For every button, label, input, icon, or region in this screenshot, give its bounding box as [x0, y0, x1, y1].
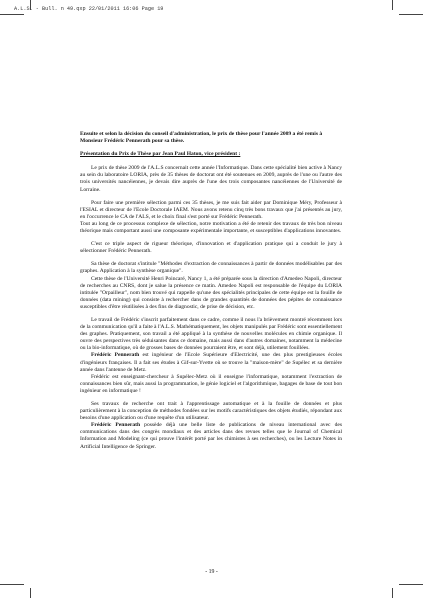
crop-mark	[0, 14, 24, 15]
body-paragraph: Frédéric Pennerath possède déjà une belle liste de publications de niveau international avec des communications dans des congrès mondiaux et des articles dans des revues telles que le Journal of Chemical Information and Modeling (ce qui prouve l'intérêt porté par les chimistes à ses recherches), ou les Lecture Notes in Artificial Intelligence de Springer.	[80, 422, 342, 450]
crop-mark	[0, 584, 24, 585]
crop-mark	[392, 0, 393, 10]
print-slug: A.L.S. - Bull. n 49.qxp 22/01/2011 16:06 Page 19	[14, 6, 164, 12]
body-paragraph: Frédéric est enseignant-chercheur à Supélec-Metz où il enseigne l'informatique, notamment l'extraction de connaissances bien sûr, mais aussi la programmation, le génie logiciel et l'algorithmique, bagages de base de tout bon ingénieur en informatique !	[80, 373, 342, 394]
person-name: Frédéric Pennerath	[91, 422, 141, 429]
crop-mark	[399, 584, 423, 585]
crop-mark	[30, 0, 31, 10]
person-name: Frédéric Pennerath	[91, 352, 140, 359]
crop-mark	[399, 14, 423, 15]
body-paragraph: Tout au long de ce processus complexe de sélection, notre motivation a été de retenir des travaux de très bon niveau théorique mais comportant aussi une composante expérimentale importante, et susceptibles d'applications innovantes.	[80, 220, 342, 235]
body-paragraph: Sa thèse de doctorat s'intitule "Méthodes d'extraction de connaissances à partir de données modélisables par des graphes. Application à la synthèse organique".	[80, 261, 342, 275]
page-body	[80, 131, 342, 451]
page-number: - 19 -	[205, 569, 218, 575]
body-paragraph: Frédéric Pennerath est ingénieur de l'Ecole Supérieure d'Electricité, une des plus prestigieuses écoles d'ingénieurs françaises. Il a fait ses études à Gif-sur-Yvette où se trouve la "maison-mère" de Supélec et sa dernière année dans l'antenne de Metz.	[80, 352, 342, 373]
lead-paragraph: Ensuite et selon la décision du conseil d'administration, le prix de thèse pour l'année 2009 a été remis à Monsieur Frédéric Pennerath pour sa thèse.	[80, 131, 323, 145]
body-paragraph: Cette thèse de l'Université Henri Poincaré, Nancy 1, a été préparée sous la direction d'Amedeo Napoli, directeur de recherches au CNRS, dont je salue la présence ce matin. Amedeo Napoli est responsable de l'équipe du LORIA intitulée "Orpailleur", nom bien trouvé qui rappelle qu'une des spécialités principales de cette équipe est la fouille de données (data mining) qui consiste à rechercher dans de grandes quantités de données des pépites de connaissance susceptibles d'être réutilisées à des fins de diagnostic, de prise de décision, etc.	[80, 275, 342, 310]
crop-mark	[30, 588, 31, 598]
body-paragraph: Le prix de thèse 2009 de l'A.L.S concernait cette année l'Informatique. Dans cette spécialité bien active à Nancy au sein du laboratoire LORIA, près de 35 thèses de doctorat ont été soutenues en 2009, auprès de l'une ou l'autre des trois universités nancéiennes, je devais dire auprès de l'une des trois composantes nancéiennes de l'Université de Lorraine.	[80, 165, 342, 193]
body-paragraph: C'est ce triple aspect de rigueur théorique, d'innovation et d'application pratique qui a conduit le jury à sélectionner Frédéric Pennerath.	[80, 241, 342, 255]
presentation-heading: Présentation du Prix de Thèse par Jean Paul Haton, vice président :	[80, 151, 241, 158]
body-paragraph: Pour faire une première sélection parmi ces 35 thèses, je me suis fait aider par Dominique Méry, Professeur à l'ESIAL et directeur de l'Ecole Doctorale IAEM. Nous avons retenu cinq très bons travaux que j'ai présentés au jury, en l'occurrence le CA de l'ALS, et le choix final s'est porté sur Frédéric Pennerath.	[80, 199, 342, 220]
body-paragraph: Le travail de Frédéric s'inscrit parfaitement dans ce cadre, comme il nous l'a brièvement montré récemment lors de la communication qu'il a faite à l'A.L.S. Mathématiquement, les objets manipulés par Frédéric sont essentiellement des graphes. Pratiquement, son travail a été appliqué à la synthèse de nouvelles molécules en chimie organique. Il ouvre des perspectives très séduisantes dans ce domaine, mais aussi dans d'autres domaines, notamment la médecine ou la bio-informatique, où de grosses bases de données pourraient être, et sont déjà, utilement fouillées.	[80, 316, 342, 352]
crop-mark	[392, 588, 393, 598]
body-paragraph: Ses travaux de recherche ont trait à l'apprentissage automatique et à la fouille de données et plus particulièrement à la conception de méthodes fondées sur les motifs caractéristiques des objets étudiés, répondant aux besoins d'une application ou d'une requête d'un utilisateur.	[80, 401, 342, 422]
